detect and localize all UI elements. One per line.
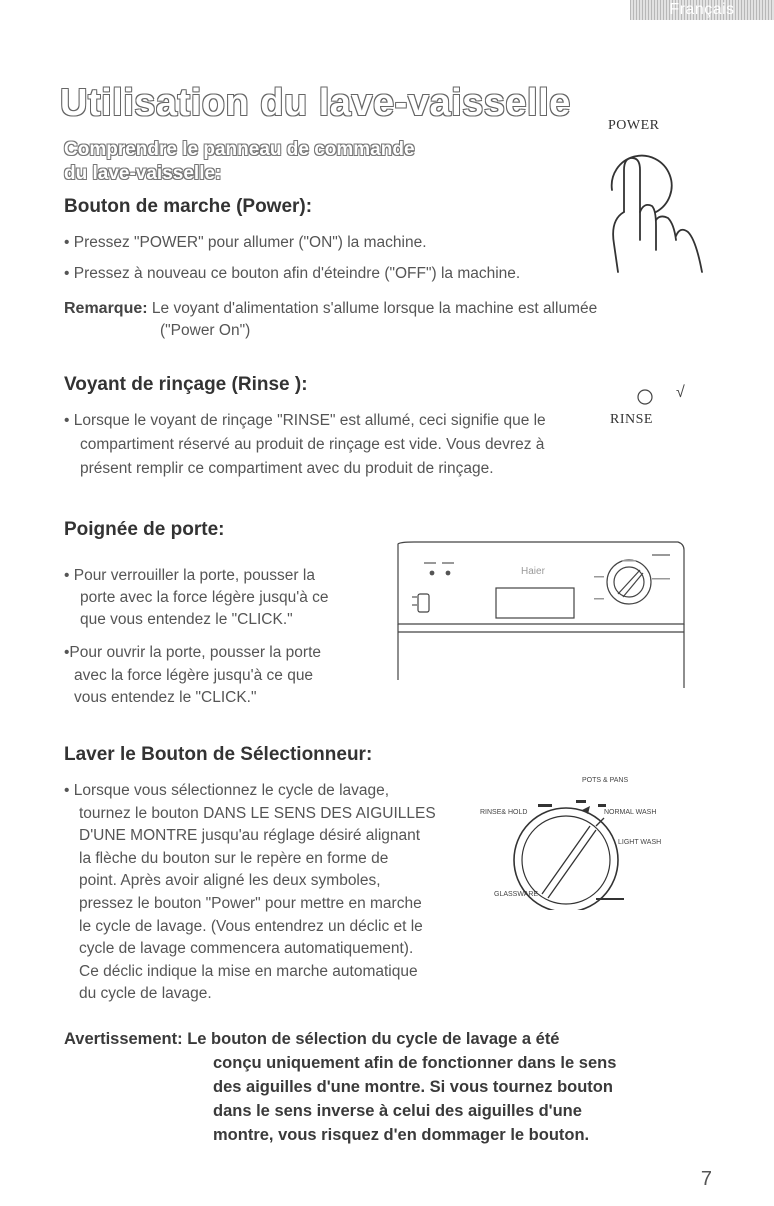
selector-line-9: Ce déclic indique la mise en marche automatique (79, 962, 418, 980)
selector-section-heading: Laver le Bouton de Sélectionneur: (64, 744, 373, 765)
selector-line-7: le cycle de lavage. (Vous entendrez un déclic et le (79, 917, 423, 935)
rinse-section-heading: Voyant de rinçage (Rinse ): (64, 374, 308, 395)
dial-mark-pots (576, 800, 586, 803)
door-bullet-1-line-1: • Pour verrouiller la porte, pousser la (64, 567, 315, 584)
dial-label-top-right: NORMAL WASH (604, 809, 657, 816)
dial-label-right: LIGHT WASH (618, 839, 662, 846)
power-bullet-2: • Pressez à nouveau ce bouton afin d'éteindre ("OFF") la machine. (64, 265, 521, 282)
selector-line-1: • Lorsque vous sélectionnez le cycle de lavage, (64, 782, 390, 799)
rinse-indicator-icon (636, 388, 654, 406)
power-section-heading: Bouton de marche (Power): (64, 196, 313, 217)
door-bullet-2-line-3: vous entendez le "CLICK." (74, 689, 257, 706)
panel-brand: Haier (521, 566, 545, 577)
power-note (64, 297, 597, 320)
power-led (430, 571, 435, 576)
rinse-check-symbol: √ (676, 384, 685, 401)
door-handle-icon (418, 594, 429, 612)
dial-mark-glass (596, 898, 624, 900)
selector-line-10: du cycle de lavage. (79, 985, 212, 1003)
page-subtitle (64, 138, 415, 186)
page-title: Utilisation du lave-vaisselle (60, 82, 571, 124)
selector-line-2: tournez le bouton DANS LE SENS DES AIGUILLES (79, 804, 436, 822)
language-tab: Français (630, 0, 774, 20)
warning-line-3: des aiguilles d'une montre. Si vous tournez bouton (213, 1078, 613, 1096)
power-finger-illustration (590, 140, 730, 300)
subtitle-line-1: Comprendre le panneau de commande (64, 139, 415, 160)
power-bullet-1: • Pressez "POWER" pour allumer ("ON") la machine. (64, 234, 427, 251)
rinse-bullet-line-1: • Lorsque le voyant de rinçage "RINSE" est allumé, ceci signifie que le (64, 412, 546, 429)
door-section-heading: Poignée de porte: (64, 519, 225, 540)
rinse-led (446, 571, 451, 576)
door-bullet-2-line-1: •Pour ouvrir la porte, pousser la porte (64, 644, 321, 661)
finger-press-icon (612, 156, 702, 272)
selector-line-8: cycle de lavage commencera automatiquement). (79, 940, 414, 958)
dial-label-top: POTS & PANS (582, 777, 629, 784)
selector-line-4: la flèche du bouton sur le repère en forme de (79, 849, 389, 867)
note-text-line-1: Le voyant d'alimentation s'allume lorsque la machine est allumée (151, 300, 598, 317)
dial-mark-normal (598, 804, 606, 807)
rinse-figure-label: RINSE (610, 412, 653, 427)
warning-line-2: conçu uniquement afin de fonctionner dans le sens (213, 1054, 617, 1072)
selector-body (64, 780, 436, 1006)
warning-label: Avertissement: (64, 1030, 183, 1048)
selector-line-5: point. Après avoir aligné les deux symboles, (79, 872, 381, 890)
warning-line-1: Le bouton de sélection du cycle de lavage a été (187, 1030, 560, 1048)
note-label: Remarque: (64, 300, 148, 317)
wash-selector-dial (478, 770, 708, 910)
note-text-line-2: ("Power On") (160, 322, 251, 339)
dial-mark-rinse (538, 804, 552, 807)
display-window (496, 588, 574, 618)
power-figure-label: POWER (608, 118, 660, 133)
door-bullet-2-line-2: avec la force légère jusqu'à ce que (74, 667, 314, 684)
rinse-bullet-line-2: compartiment réservé au produit de rinçage est vide. Vous devrez à (80, 436, 545, 453)
dial-label-left: GLASSWARE (494, 891, 539, 898)
door-bullet-1-line-2: porte avec la force légère jusqu'à ce (80, 589, 329, 606)
dial-label-top-left: RINSE& HOLD (480, 809, 528, 816)
page-number: 7 (700, 1168, 712, 1190)
warning-line-5: montre, vous risquez d'en dommager le bouton. (213, 1126, 590, 1144)
subtitle-line-2: du lave-vaisselle: (64, 163, 222, 184)
control-panel-illustration (394, 540, 688, 690)
warning-first-line (64, 1027, 559, 1051)
warning-line-4: dans le sens inverse à celui des aiguilles d'une (213, 1102, 582, 1120)
selector-line-6: pressez le bouton "Power" pour mettre en marche (79, 894, 422, 912)
selector-line-3: D'UNE MONTRE jusqu'au réglage désiré alignant (79, 827, 421, 845)
panel-dial (607, 560, 651, 604)
rinse-bullet-line-3: présent remplir ce compartiment avec du produit de rinçage. (80, 460, 494, 477)
door-bullet-1-line-3: que vous entendez le "CLICK." (80, 611, 293, 628)
